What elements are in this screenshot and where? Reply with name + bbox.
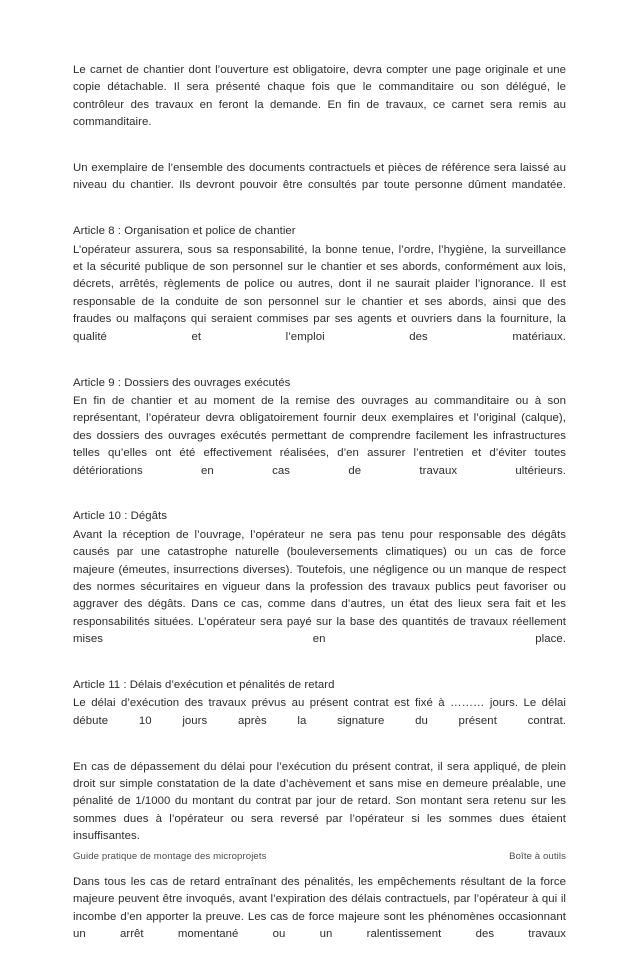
footer-left-text: Guide pratique de montage des microprojets	[73, 851, 267, 862]
heading-article-10: Article 10 : Dégâts	[73, 510, 168, 523]
heading-article-11: Article 11 : Délais d’exécution et pénalités de retard	[73, 679, 335, 691]
paragraph-force-majeure: Dans tous les cas de retard entraînant des pénalités, les empêchements résultant de la force majeure peuvent être invoqués, avant l’expiration des délais contractuels, par l’opérateur à qui il incombe d’en apporter la preuve. Les cas de force majeure sont les phénomènes occasionnant un arrêt momentané ou un ralentissement des travaux	[73, 876, 566, 941]
paragraph-carnet-chantier: Le carnet de chantier dont l’ouverture est obligatoire, devra compter une page originale et une copie détachable. Il sera présenté chaque fois que le commanditaire ou son délégué, le contrôleur des travaux en feront la demande. En fin de travaux, ce carnet sera remis au commanditaire.	[73, 64, 566, 129]
paragraph-article-10-body: Avant la réception de l’ouvrage, l’opérateur ne sera pas tenu pour responsable des dégâts causés par une catastrophe naturelle (bouleversements climatiques) ou un cas de force majeure (émeutes, insurrections diverses). Toutefois, une négligence ou un manque de respect des normes sécuritaires en vigueur dans la profession des travaux publics peut favoriser ou aggraver des dégâts. Dans ce cas, comme dans d’autres, un état des lieux sera fait et les responsabilités situées. L’opérateur sera payé sur la base des quantités de travaux réellement mises en place.	[73, 528, 566, 646]
paragraph-depassement-delai: En cas de dépassement du délai pour l’exécution du présent contrat, il sera appliqué, de plein droit sur simple constatation de la date d’achèvement et sans mise en demeure préalable, une pénalité de 1/1000 du montant du contrat par jour de retard. Son montant sera retenu sur les sommes dues à l’opérateur ou sera reversé par l’opérateur si les sommes dues étaient insuffisantes.	[73, 760, 566, 843]
page-footer	[73, 850, 566, 863]
heading-article-9: Article 9 : Dossiers des ouvrages exécutés	[73, 376, 291, 389]
heading-article-8: Article 8 : Organisation et police de chantier	[73, 225, 296, 238]
paragraph-article-8-body: L’opérateur assurera, sous sa responsabilité, la bonne tenue, l’ordre, l’hygiène, la surveillance et la sécurité publique de son personnel sur le chantier et ses abords, conformément aux lois, décrets, arrêtés, règlements de police ou autres, dont il ne saurait plaider l’ignorance. Il est responsable de la conduite de son personnel sur le chantier et ses abords, ainsi que des fraudes ou malfaçons qui seraient commises par ses agents et ouvriers dans la fourniture, la qualité et l’emploi des matériaux.	[73, 243, 566, 343]
document-body	[73, 62, 566, 972]
paragraph-article-9-body: En fin de chantier et au moment de la remise des ouvrages au commanditaire ou à son représentant, l’opérateur devra obligatoirement fournir deux exemplaires et l’original (calque), des dossiers des ouvrages exécutés permettant de comprendre facilement les infrastructures telles qu’elles ont été effectivement réalisées, d’en assurer l’entretien et d’éviter toutes détériorations en cas de travaux ultérieurs.	[73, 394, 566, 477]
paragraph-article-11-body: Le délai d’exécution des travaux prévus au présent contrat est fixé à ……… jours. Le délai débute 10 jours après la signature du présent contrat.	[73, 697, 566, 727]
paragraph-exemplaire-documents: Un exemplaire de l’ensemble des documents contractuels et pièces de référence sera laissé au niveau du chantier. Ils devront pouvoir être consultés par toute personne dûment mandatée.	[73, 162, 566, 192]
footer-right-text: Boîte à outils	[509, 851, 566, 862]
